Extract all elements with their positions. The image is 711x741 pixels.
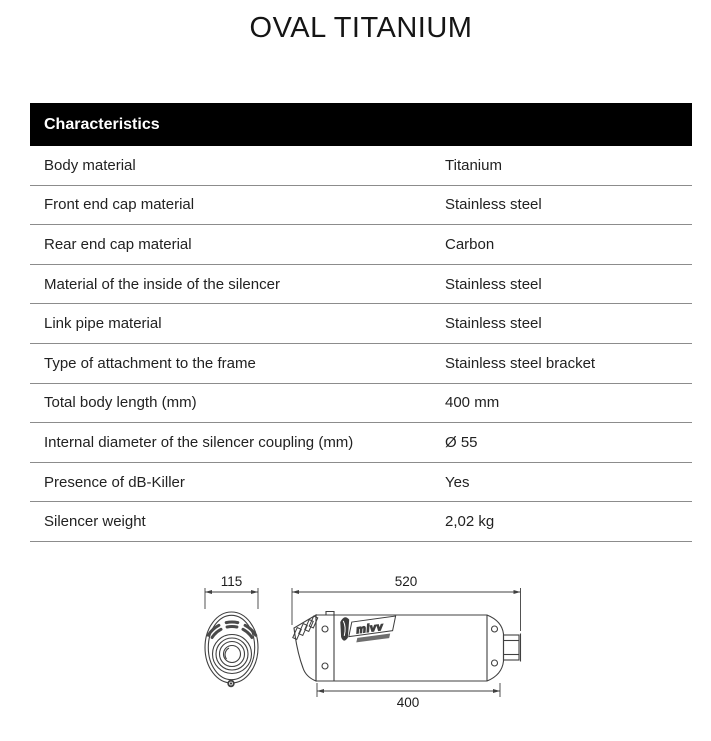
spec-label: Rear end cap material bbox=[44, 235, 192, 253]
table-row bbox=[30, 304, 692, 344]
table-row bbox=[30, 502, 692, 542]
spec-value: Stainless steel bbox=[445, 315, 542, 333]
spec-label: Body material bbox=[44, 156, 136, 174]
spec-value: Stainless steel bbox=[445, 275, 542, 293]
table-header-label: Characteristics bbox=[44, 115, 160, 133]
spec-label: Front end cap material bbox=[44, 196, 195, 214]
table-row bbox=[30, 384, 692, 424]
logo-text: mivv bbox=[355, 620, 384, 637]
spec-value: Carbon bbox=[445, 235, 495, 253]
rivets bbox=[322, 626, 498, 669]
technical-drawing bbox=[183, 558, 531, 722]
end-view bbox=[205, 612, 258, 687]
spec-label: Internal diameter of the silencer coupling (mm) bbox=[44, 433, 354, 451]
spec-value: Ø 55 bbox=[445, 433, 478, 451]
spec-value: Stainless steel bbox=[445, 196, 542, 214]
bolt-icon bbox=[227, 680, 234, 687]
nose-slots bbox=[293, 616, 318, 639]
spec-label: Type of attachment to the frame bbox=[44, 354, 256, 372]
spec-value: Stainless steel bracket bbox=[445, 354, 596, 372]
dimension-label-520: 520 bbox=[394, 574, 418, 589]
table-row bbox=[30, 423, 692, 463]
outlet-rings bbox=[213, 635, 252, 674]
spec-value: 2,02 kg bbox=[445, 513, 495, 531]
spec-label: Silencer weight bbox=[44, 513, 146, 531]
spec-value: Yes bbox=[445, 473, 470, 491]
table-row bbox=[30, 225, 692, 265]
spec-label: Material of the inside of the silencer bbox=[44, 275, 280, 293]
silencer-drawing-svg bbox=[183, 558, 531, 722]
table-row bbox=[30, 463, 692, 503]
outlet-pipe bbox=[504, 634, 521, 662]
table-row bbox=[30, 265, 692, 305]
spec-label: Total body length (mm) bbox=[44, 394, 197, 412]
spec-value: 400 mm bbox=[445, 394, 500, 412]
characteristics-table bbox=[30, 103, 692, 542]
spec-label: Presence of dB-Killer bbox=[44, 473, 185, 491]
dimension-label-115: 115 bbox=[220, 574, 243, 589]
dimension-label-400: 400 bbox=[396, 695, 420, 710]
table-row bbox=[30, 344, 692, 384]
spec-label: Link pipe material bbox=[44, 315, 162, 333]
table-row bbox=[30, 146, 692, 186]
spec-value: Titanium bbox=[445, 156, 502, 174]
mivv-logo bbox=[340, 615, 396, 642]
table-row bbox=[30, 186, 692, 226]
page-title: OVAL TITANIUM bbox=[249, 12, 473, 44]
table-header bbox=[30, 103, 692, 146]
side-view bbox=[293, 612, 521, 682]
